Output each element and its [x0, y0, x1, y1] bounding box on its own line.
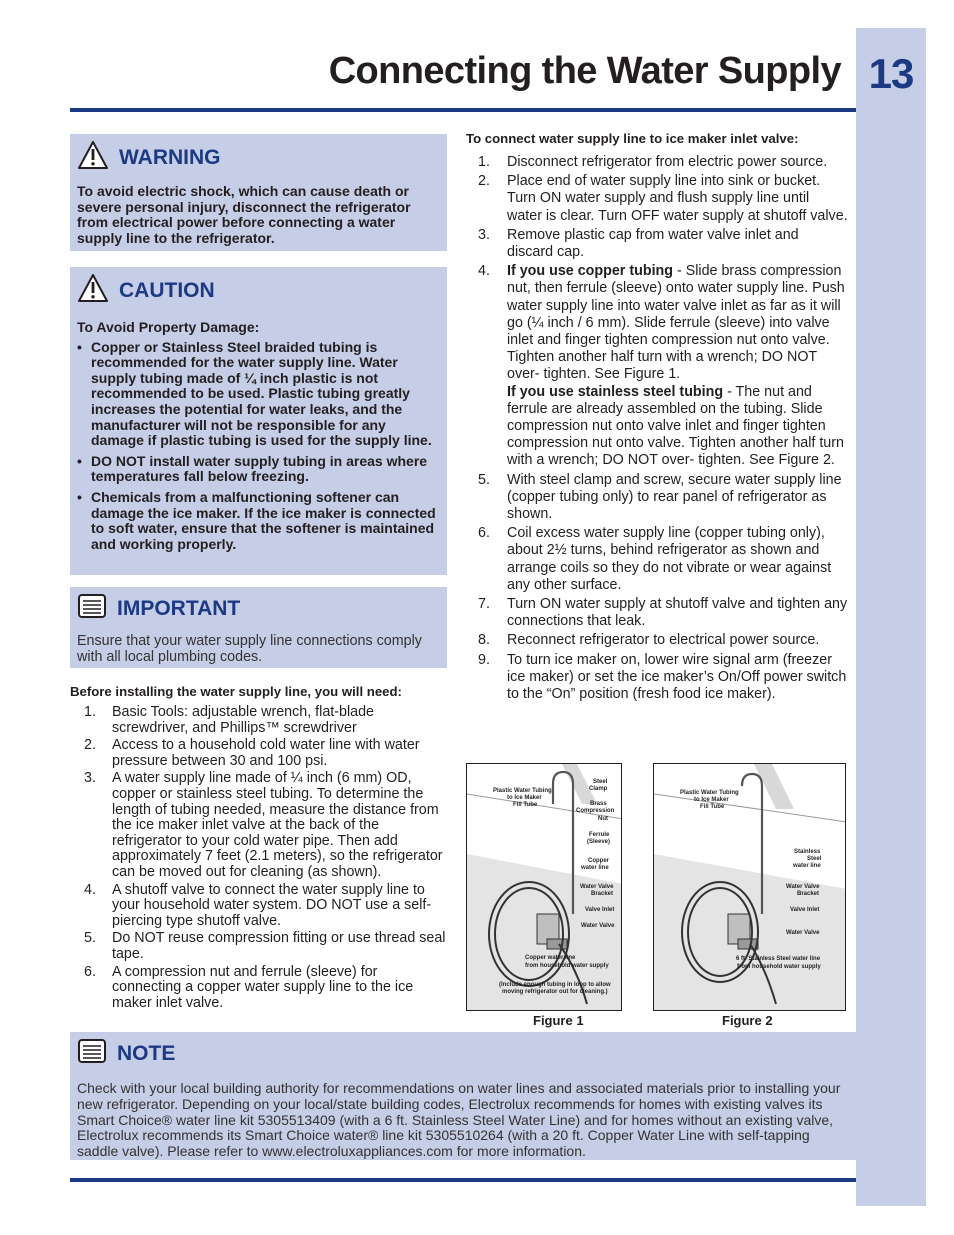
connect-steps-section: [466, 131, 848, 705]
fig1-label-copper-supply: Copper water line: [525, 955, 576, 961]
caution-triangle-icon: [77, 273, 109, 308]
fig2-label-water-line: water line: [793, 863, 821, 869]
fig2-label-ss-supply: 6 ft. Stainless Steel water line: [736, 956, 821, 962]
fig1-label-steel: Steel: [593, 779, 608, 785]
side-tab: [856, 28, 926, 1206]
figure-1: [466, 763, 622, 1011]
warning-header: [77, 140, 440, 175]
list-item: 6. A compression nut and ferrule (sleeve) for connecting a copper water supply line to the ice maker inlet valve.: [84, 963, 414, 1011]
fig1-label-valve-inlet: Valve Inlet: [585, 907, 615, 913]
fig1-label-water-valve-2: Water Valve: [581, 923, 615, 929]
caution-intro: To Avoid Property Damage:: [77, 319, 260, 335]
figure-1-caption: Figure 1: [533, 1013, 584, 1028]
note-text: Check with your local building authority for recommendations on water lines and associated materials prior to installing your new refrigerator. Depending on your local/state building codes, Electrolux recommends for homes with existing valves its Smart Choice® water line kit 5305513409 (with a 6 ft. Stainless Steel Water Line) and for homes without an existing valve, Electrolux recommends its Smart Choice water® line kit 5305510264 (with a 20 ft. Copper Water Line with self-tapping saddle valve). Please refer to www.electroluxappliances.com for more information.: [77, 1080, 841, 1160]
caution-bullet: • Copper or Stainless Steel braided tubing is recommended for the water supply line. Water supply tubing made of ¼ inch plastic is not recommended to be used. Plastic tubing greatly increases the potential for water leaks, and the manufacturer will not be responsible for any damage if plastic tubing is used for the supply line.: [77, 340, 440, 449]
note-label: NOTE: [117, 1041, 176, 1065]
fig2-label-stainless: Stainless: [794, 849, 821, 855]
fig2-label-water-valve: Water Valve: [786, 884, 820, 890]
fig1-label-nut: Nut: [598, 816, 608, 822]
list-item: 2. Place end of water supply line into sink or bucket. Turn ON water supply and flush supply line until water is clear. Turn OFF water supply at shutoff valve.: [478, 173, 848, 224]
before-install-list: [70, 705, 447, 1011]
figure-2: [653, 763, 846, 1011]
fig2-label-fill-tube: Fill Tube: [700, 804, 725, 810]
fig1-label-compression: Compression: [576, 808, 615, 814]
before-install-section: [70, 684, 447, 1013]
important-header: [77, 593, 440, 624]
fig1-label-to-ice-maker: to Ice Maker: [507, 795, 542, 801]
list-item: 6. Coil excess water supply line (copper tubing only), about 2½ turns, behind refrigerator as shown and arrange coils so they do not vibrate or wear against any other surface.: [478, 525, 832, 593]
important-text: Ensure that your water supply line connections comply with all local plumbing codes.: [77, 633, 422, 665]
note-box: [70, 1032, 856, 1160]
list-item: 3. Remove plastic cap from water valve inlet and discard cap.: [478, 226, 799, 261]
list-item: 5. With steel clamp and screw, secure water supply line (copper tubing only) to rear panel of refrigerator as shown.: [478, 471, 842, 523]
list-item: 1. Disconnect refrigerator from electric power source.: [478, 154, 828, 170]
fig1-label-copper-water-line: water line: [581, 865, 609, 871]
figure-1-illustration: [467, 764, 622, 1011]
warning-text: To avoid electric shock, which can cause death or severe personal injury, disconnect the refrigerator from electrical power before connecting a water supply line to the refrigerator.: [77, 183, 411, 246]
fig1-label-loop-note: (Include enough tubing in loop to allow: [499, 982, 611, 988]
fig1-label-water-valve: Water Valve: [580, 884, 614, 890]
list-item: 8. Reconnect refrigerator to electrical power source.: [478, 632, 820, 649]
warning-triangle-icon: [77, 140, 109, 175]
caution-label: CAUTION: [119, 278, 215, 302]
important-box: [70, 587, 447, 668]
fig1-label-ferrule: Ferrule: [589, 832, 610, 838]
list-item: 2. Access to a household cold water line with water pressure between 30 and 100 psi.: [84, 737, 420, 769]
caution-bullet: • DO NOT install water supply tubing in areas where temperatures fall below freezing.: [77, 454, 440, 485]
list-item: 3. A water supply line made of ¼ inch (6 mm) OD, copper or stainless steel tubing. To determine the length of tubing needed, measure the distance from the ice maker inlet valve at the back of the refrigerator to your cold water pipe. Then add approximately 7 feet (2.1 meters), so the refrigerator can be moved out for cleaning (as shown).: [84, 770, 443, 880]
figure-2-caption: Figure 2: [722, 1013, 773, 1028]
fig1-label-fill-tube: Fill Tube: [513, 802, 538, 808]
fig2-label-valve-inlet: Valve Inlet: [790, 907, 820, 913]
fig1-label-brass: Brass: [590, 801, 607, 807]
list-item: 7. Turn ON water supply at shutoff valve and tighten any connections that leak.: [478, 596, 848, 630]
connect-steps-heading: To connect water supply line to ice maker inlet valve:: [466, 131, 799, 146]
fig2-label-household-supply: from household water supply: [737, 964, 821, 970]
figure-2-illustration: [654, 764, 846, 1011]
note-pad-icon: [77, 1038, 107, 1069]
important-label: IMPORTANT: [117, 596, 241, 620]
fig1-label-plastic-tubing: Plastic Water Tubing: [493, 788, 552, 794]
caution-header: [77, 273, 440, 308]
note-header: [77, 1038, 849, 1069]
bottom-rule: [70, 1178, 856, 1182]
page-title: Connecting the Water Supply: [328, 50, 841, 92]
caution-list: [77, 340, 440, 553]
fig2-label-water-valve-2: Water Valve: [786, 930, 820, 936]
warning-box: [70, 134, 447, 251]
list-item: 9. To turn ice maker on, lower wire signal arm (freezer ice maker) or set the ice maker’s On/Off power switch to the “On” position (fresh food ice maker).: [478, 651, 847, 703]
fig1-label-sleeve: (Sleeve): [587, 839, 611, 845]
list-item: 4. A shutoff valve to connect the water supply line to your household water system. DO NOT use a self-piercing type shutoff valve.: [84, 881, 432, 929]
top-rule: [70, 108, 856, 112]
fig1-label-loop-note-2: moving refrigerator out for cleaning.): [502, 989, 608, 995]
list-item: 5. Do NOT reuse compression fitting or use thread seal tape.: [84, 930, 446, 962]
warning-label: WARNING: [119, 145, 221, 169]
list-item: 1. Basic Tools: adjustable wrench, flat-blade screwdriver, and Phillips™ screwdriver: [84, 704, 374, 736]
fig1-label-clamp: Clamp: [589, 786, 608, 792]
note-pad-icon: [77, 593, 107, 624]
fig2-label-steel: Steel: [807, 856, 822, 862]
connect-steps-list: [466, 154, 848, 703]
fig1-label-bracket: Bracket: [591, 891, 614, 897]
caution-bullet: • Chemicals from a malfunctioning softener can damage the ice maker. If the ice maker is connected to soft water, ensure that the softener is maintained and working properly.: [77, 490, 440, 552]
fig1-label-household-supply: from household water supply: [525, 963, 609, 969]
fig1-label-copper: Copper: [588, 858, 609, 864]
list-item: 4. If you use copper tubing - Slide brass compression nut, then ferrule (sleeve) onto water supply line. Push water supply line into water valve inlet as far as it will go (¼ inch / 6 mm). Slide ferrule (sleeve) into valve inlet and finger tighten compression nut onto valve. Tighten another half turn with a wrench; DO NOT over- tighten. See Figure 1. If you use stainless steel tubing - The nut and ferrule are already assembled on the tubing. Slide compression nut onto valve inlet and finger tighten compression nut onto valve. Tighten another half turn with a wrench; DO NOT over- tighten. See Figure 2.: [478, 263, 845, 469]
fig2-label-plastic-tubing: Plastic Water Tubing: [680, 790, 739, 796]
fig2-label-to-ice-maker: to Ice Maker: [694, 797, 729, 803]
caution-box: [70, 267, 447, 575]
before-install-heading: Before installing the water supply line, you will need:: [70, 684, 402, 699]
fig2-label-bracket: Bracket: [797, 891, 820, 897]
page-number: 13: [868, 50, 914, 97]
